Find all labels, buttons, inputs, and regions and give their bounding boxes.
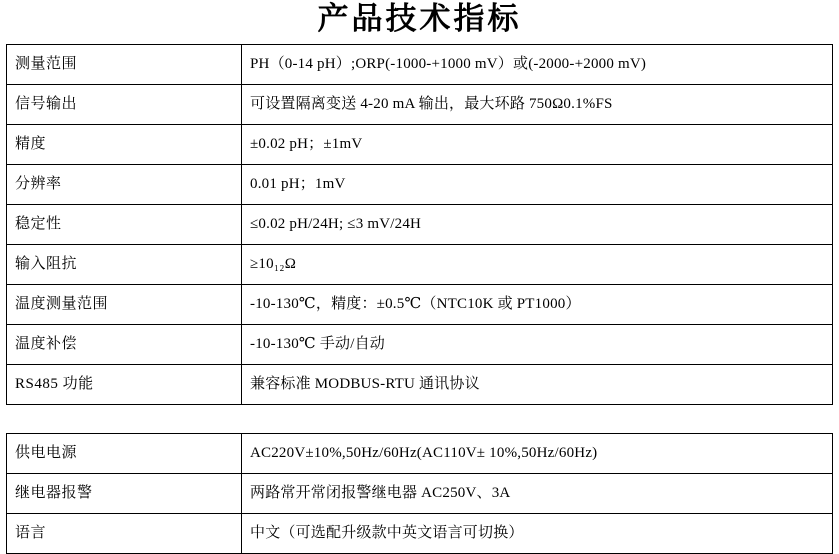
row-label: 信号输出 — [7, 84, 242, 124]
table-gap — [0, 405, 839, 433]
row-label: 继电器报警 — [7, 473, 242, 513]
table-row — [7, 284, 833, 324]
row-label: 分辨率 — [7, 164, 242, 204]
row-label: 温度测量范围 — [7, 284, 242, 324]
row-value: 中文（可选配升级款中英文语言可切换） — [242, 513, 833, 553]
table-row — [7, 124, 833, 164]
row-value: 可设置隔离变送 4-20 mA 输出，最大环路 750Ω0.1%FS — [242, 84, 833, 124]
row-label: 温度补偿 — [7, 324, 242, 364]
row-value: -10-130℃，精度：±0.5℃（NTC10K 或 PT1000） — [242, 284, 833, 324]
table-row — [7, 84, 833, 124]
table-row — [7, 164, 833, 204]
row-label: 测量范围 — [7, 44, 242, 84]
table-row — [7, 324, 833, 364]
row-value: PH（0-14 pH）;ORP(-1000-+1000 mV）或(-2000-+2000 mV) — [242, 44, 833, 84]
row-value: ≤0.02 pH/24H; ≤3 mV/24H — [242, 204, 833, 244]
row-value: 兼容标准 MODBUS-RTU 通讯协议 — [242, 364, 833, 404]
row-label: 稳定性 — [7, 204, 242, 244]
row-label: 语言 — [7, 513, 242, 553]
spec-table-top — [6, 44, 833, 405]
row-value: ≥10₁₂Ω — [242, 244, 833, 284]
table-row — [7, 364, 833, 404]
row-value: -10-130℃ 手动/自动 — [242, 324, 833, 364]
row-value: ±0.02 pH；±1mV — [242, 124, 833, 164]
table-row — [7, 44, 833, 84]
row-label: RS485 功能 — [7, 364, 242, 404]
table-row — [7, 513, 833, 553]
row-value: AC220V±10%,50Hz/60Hz(AC110V± 10%,50Hz/60Hz) — [242, 433, 833, 473]
table-row — [7, 204, 833, 244]
spec-table-bottom — [6, 433, 833, 554]
row-value: 0.01 pH；1mV — [242, 164, 833, 204]
table-row — [7, 433, 833, 473]
row-label: 供电电源 — [7, 433, 242, 473]
row-label: 精度 — [7, 124, 242, 164]
page-title: 产品技术指标 — [317, 1, 522, 37]
table-row — [7, 244, 833, 284]
row-label: 输入阻抗 — [7, 244, 242, 284]
table-row — [7, 473, 833, 513]
row-value: 两路常开常闭报警继电器 AC250V、3A — [242, 473, 833, 513]
